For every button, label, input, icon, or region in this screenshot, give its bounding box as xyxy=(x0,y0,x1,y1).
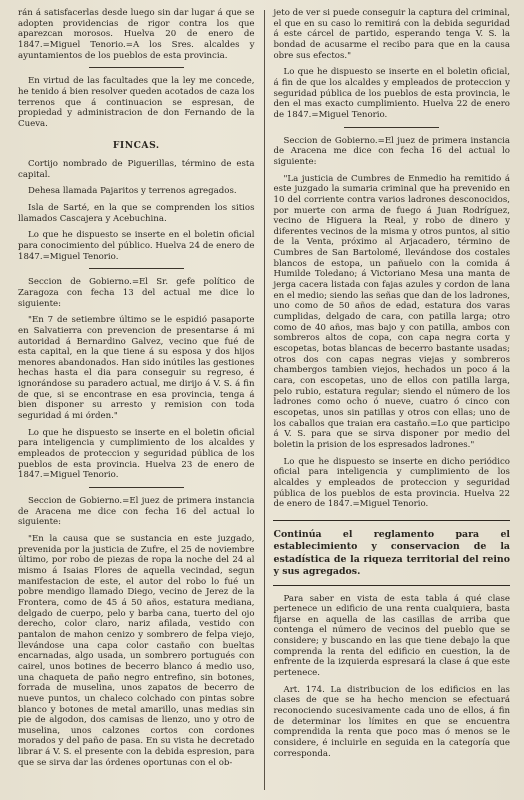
paragraph-quoted-order: "En 7 de setiembre último se le espidió pasaporte en Salvatierra con prevencion de presentarse á mi autoridad á Bernardino Galvez, vecino que fué de esta capital, en la que tiene á su esposa y dos hijos menores abandonados. Han sido inútiles las gestiones hechas hasta el dia para conseguir su regreso, é ignorándose su paradero actual, me dirijo á V. S. á fin de que, si se encontrase en esa provincia, tenga á bien disponer su arresto y remision con toda seguridad á mi órden." xyxy=(18,315,255,422)
finca-item: Cortijo nombrado de Piguerillas, término de esta capital. xyxy=(18,158,255,180)
left-column xyxy=(18,8,264,794)
divider xyxy=(89,268,184,269)
paragraph-article-174: Art. 174. La distribucion de los edificios en las clases de que se ha hecho mencion se efectuará reconociendo sucesivamente cada uno de ellos, á fin de determinar los límites en que se encuentra comprendida la renta que poco mas ó menos se le considere, é incluirle en seguida en la categoría que corresponda. xyxy=(273,684,510,759)
right-column xyxy=(264,8,510,794)
divider xyxy=(89,67,184,68)
finca-item: Isla de Sarté, en la que se comprenden los sitios llamados Cascajera y Acebuchina. xyxy=(18,202,255,224)
paragraph-zaragoza-notice: Seccion de Gobierno.=El Sr. gefe político de Zaragoza con fecha 13 del actual me dice lo siguiente: xyxy=(18,277,255,309)
paragraph-continuation: rán á satisfacerlas desde luego sin dar lugar á que se adopten providencias de rigor contra los que aparezcan morosos. Huelva 20 de enero de 1847.=Miguel Tenorio.=A los Sres. alcaldes y ayuntamientos de los pueblos de esta provincia. xyxy=(18,8,255,61)
paragraph-hunting-reserve: En virtud de las facultades que la ley me concede, he tenido á bien resolver queden acotados de caza los terrenos que á continuacion se espresan, de propiedad y administracion de don Fernando de la Cueva. xyxy=(18,76,255,129)
paragraph-theft-description: "En la causa que se sustancia en este juzgado, prevenida por la justicia de Zufre, el 25 de noviembre último, por robo de piezas de ropa la noche del 24 al mismo á Isaias Flores de aquella vecindad, segun manifestacion de este, el autor del robo lo fué un pobre mendigo llamado Diego, vecino de Jerez de la Frontera, como de 45 á 50 años, estatura mediana, delgado de cuerpo, pelo y barba cana, tuerto del ojo derecho, color claro, nariz afilada, vestido con pantalon de mahon cenizo y sombrero de felpa viejo, llevándose una capa color castaño con bueltas encarnadas, algo usada, un sombrero portugués con cairel, unos botines de becerro blanco á medio uso, una chaqueta de paño negro entrefino, sin botones, forrada de muselina, unos zapatos de becerro de nueve puntos, un chaleco colchado con pintas sobre blanco y botones de metal amarillo, unas medias sin pie de algodon, dos camisas de lienzo, uno y otro de muselina, unos calzones cortos con cordones morados y del paño de pasa. En su vista he decretado librar á V. S. el presente con la debida espresion, para que se sirva dar las órdenes oportunas con el ob- xyxy=(18,534,255,768)
paragraph-publication-note: Lo que he dispuesto se inserte en el boletin oficial, á fin de que los alcaldes y empleados de proteccion y seguridad pública de los pueblos de esta provincia, le den el mas exacto cumplimiento. Huelva 22 de enero de 1847.=Miguel Tenorio. xyxy=(273,67,510,120)
finca-item: Dehesa llamada Pajaritos y terrenos agregados. xyxy=(28,186,237,197)
section-heading-fincas: FINCAS. xyxy=(112,139,160,151)
paragraph-aracena-notice: Seccion de Gobierno.=El juez de primera instancia de Aracena me dice con fecha 16 del actual lo siguiente: xyxy=(273,135,510,167)
paragraph-continuation: jeto de ver si puede conseguir la captura del criminal, el que en su caso lo remitirá con la debida seguridad á este cárcel de partido, esperando tenga V. S. la bondad de acusarme el recibo para que en la causa obre sus efectos." xyxy=(273,8,510,61)
paragraph-publication-note: Lo que he dispuesto se inserte en dicho periódico oficial para inteligencia y cumplimiento de los alcaldes y empleados de proteccion y seguridad pública de los pueblos de esta provincia. Huelva 22 de enero de 1847.=Miguel Tenorio. xyxy=(273,456,510,510)
regulation-section xyxy=(273,520,510,586)
regulation-title: Continúa el reglamento para el establecimiento y conservacion de la estadística de la riqueza territorial del reino y sus agregados. xyxy=(273,528,510,578)
paragraph-publication-note: Lo que he dispuesto se inserte en el boletin oficial para conocimiento del público. Huelva 24 de enero de 1847.=Miguel Tenorio. xyxy=(18,230,255,262)
paragraph-regulation-text: Para saber en vista de esta tabla á qué clase pertenece un edificio de una renta cualquiera, basta fijarse en aquella de las casillas de arriba que contenga el número de vecinos del pueblo que se considere; y buscando en las que tiene debajo la que comprenda la renta del edificio en cuestion, la de enfrente de la izquierda espresará la clase á que este pertenece. xyxy=(273,593,510,679)
divider xyxy=(89,487,184,488)
divider xyxy=(344,127,439,128)
paragraph-robbery-description: "La justicia de Cumbres de Enmedio ha remitido á este juzgado la sumaria criminal que ha prevenido en 10 del corriente contra varios ladrones desconocidos, por muerte con arma de fuego á Juan Rodríguez, vecino de Higuera la Real, y robo de dinero y diferentes vecinos de la misma y otros puntos, al sitio de la Venta, próximo al Arjacadero, término de Cumbres de San Bartolomé, llevándose dos costales blancos de estopa, un pañuelo con la comida á Humilde Toledano; á Victoriano Mesa una manta de jerga cacera listada con fajas azules y cordon de lana en el medio; siendo las señas que dan de los ladrones, uno como de 50 años de edad, estatura dos varas cumplidas, delgado de cara, con patilla larga; otro como de 40 años, mas bajo y con patilla, ambos con sombreros altos de copa, con capa negra corta y escopetas, botas blancas de becerro bastante usadas; otros dos con capas negras viejas y sombreros chambergos tambien viejos, hechados un poco á la cara, con escopetas, uno de ellos con patilla larga, pelo rubio, estatura regular; siendo el número de los ladrones como ocho ó nueve, cuatro ó cinco con escopetas, unos sin patillas y otros con ellas; uno de los caballos que traian era castaño.=Lo que participo á V. S. para que se sirva disponer por medio del boletin la prision de los espresados ladrones." xyxy=(273,173,510,450)
paragraph-publication-note: Lo que he dispuesto se inserte en el boletin oficial para inteligencia y cumplimiento de los alcaldes y empleados de proteccion y seguridad pública de los pueblos de esta provincia. Huelva 23 de enero de 1847.=Miguel Tenorio. xyxy=(18,427,255,481)
paragraph-aracena-notice: Seccion de Gobierno.=El juez de primera instancia de Aracena me dice con fecha 16 del actual lo siguiente: xyxy=(18,496,255,528)
